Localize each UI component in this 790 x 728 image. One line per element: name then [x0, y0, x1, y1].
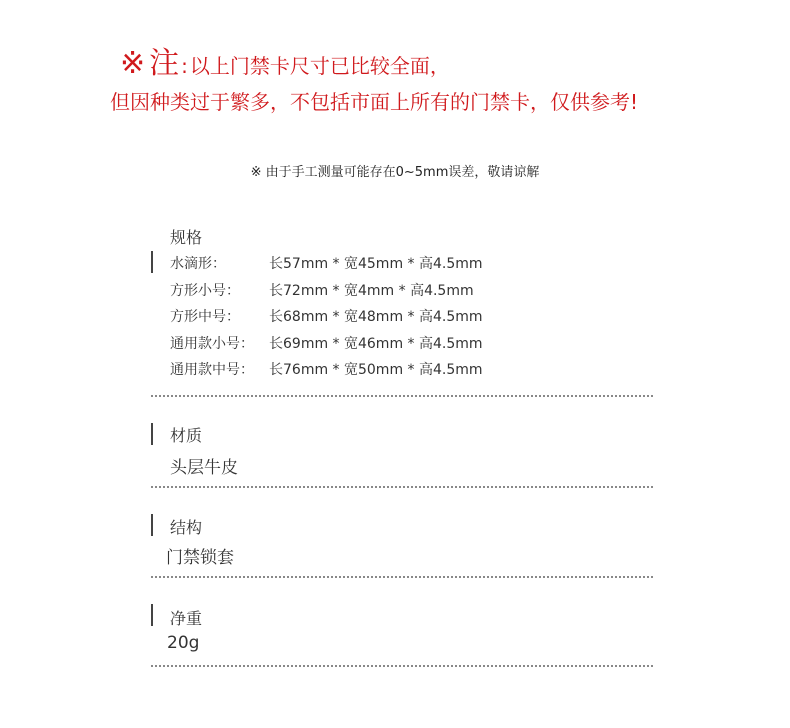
- dotted-divider: [151, 665, 653, 667]
- spec-row: [170, 356, 483, 383]
- spec-title: 规格: [170, 228, 203, 247]
- spec-row: [170, 250, 483, 277]
- structure-value: 门禁锁套: [166, 548, 234, 568]
- notice-colon: :: [181, 54, 188, 78]
- notice-text-1: 以上门禁卡尺寸已比较全面，: [189, 54, 450, 78]
- weight-title: 净重: [170, 609, 203, 628]
- spec-name: 水滴形：: [170, 256, 226, 273]
- notice-label: 注: [149, 46, 180, 81]
- notice: [110, 38, 639, 115]
- dotted-divider: [151, 576, 653, 578]
- weight-value: 20g: [167, 633, 200, 653]
- spec-list: [170, 250, 483, 383]
- material-title: 材质: [170, 426, 203, 445]
- dotted-divider: [151, 486, 653, 488]
- spec-value: 长57mm * 宽45mm * 高4.5mm: [269, 256, 483, 273]
- section-bar: [151, 423, 153, 445]
- spec-value: 长68mm * 宽48mm * 高4.5mm: [269, 309, 483, 326]
- reference-mark-icon: ※: [120, 46, 146, 81]
- notice-text-2: 但因种类过于繁多，不包括市面上所有的门禁卡，仅供参考!: [110, 90, 639, 114]
- material-value: 头层牛皮: [170, 458, 238, 478]
- notice-line-1: [120, 38, 638, 82]
- tolerance-note: ※ 由于手工测量可能存在0~5mm误差，敬请谅解: [250, 165, 540, 180]
- spec-row: [170, 277, 483, 304]
- spec-row: [170, 330, 483, 357]
- spec-value: 长76mm * 宽50mm * 高4.5mm: [269, 362, 483, 379]
- spec-value: 长69mm * 宽46mm * 高4.5mm: [269, 335, 483, 352]
- spec-name: 方形中号：: [170, 309, 240, 326]
- section-bar: [151, 251, 153, 273]
- section-bar: [151, 514, 153, 536]
- spec-row: [170, 303, 483, 330]
- spec-value: 长72mm * 宽4mm * 高4.5mm: [269, 282, 474, 299]
- dotted-divider: [151, 395, 653, 397]
- structure-title: 结构: [170, 518, 203, 537]
- spec-name: 通用款小号：: [170, 335, 254, 352]
- spec-name: 方形小号：: [170, 282, 240, 299]
- section-bar: [151, 604, 153, 626]
- spec-name: 通用款中号：: [170, 362, 254, 379]
